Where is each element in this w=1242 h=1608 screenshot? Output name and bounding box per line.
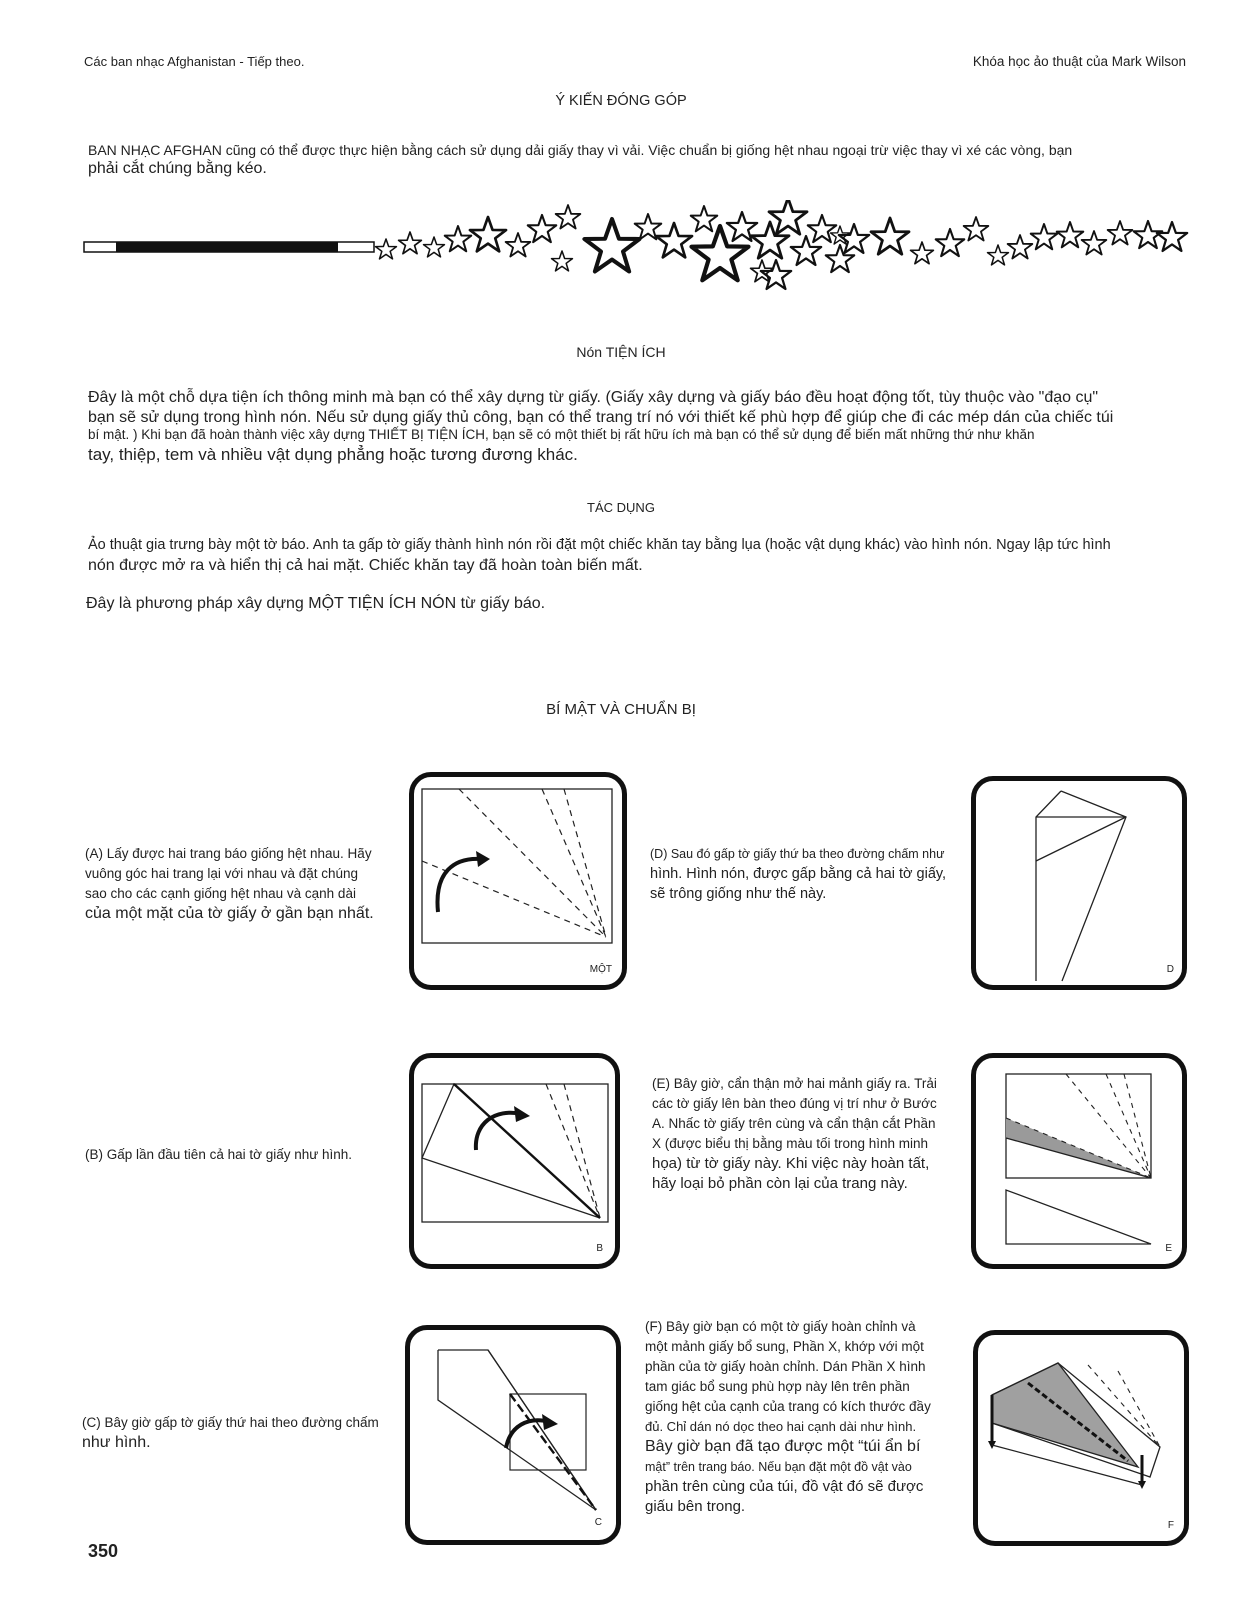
utility-line-4: tay, thiệp, tem và nhiều vật dụng phẳng hoặc tương đương khác. xyxy=(88,445,578,464)
contrib-line-1: BAN NHẠC AFGHAN cũng có thể được thực hiện bằng cách sử dụng dải giấy thay vì vải. Việc chuẩn bị giống hệt nhau ngoại trừ việc thay vì xé các vòng, bạn xyxy=(88,142,1073,158)
step-e-line: A. Nhấc tờ giấy trên cùng và cẩn thận cắt Phần xyxy=(652,1116,936,1131)
utility-line-2: bạn sẽ sử dụng trong hình nón. Nếu sử dụng giấy thủ công, bạn có thể trang trí nó với thiết kế phù hợp để giúp che đi các mép dán của chiếc túi xyxy=(88,409,1114,426)
step-d-line: hình. Hình nón, được gấp bằng cả hai tờ giấy, xyxy=(650,866,947,882)
step-e-line: hãy loại bỏ phần còn lại của trang này. xyxy=(652,1175,908,1192)
utility-title: Nón TIỆN ÍCH xyxy=(576,344,666,360)
step-d-line: (D) Sau đó gấp tờ giấy thứ ba theo đường chấm như xyxy=(650,847,945,861)
figure-a-label: MỘT xyxy=(589,964,612,975)
step-d-caption xyxy=(650,844,960,904)
step-f-line: mật” trên trang báo. Nếu bạn đặt một đồ vật vào xyxy=(645,1460,912,1474)
figure-b-label: B xyxy=(596,1243,603,1254)
step-a-line: vuông góc hai trang lại với nhau và đặt chúng xyxy=(85,866,359,881)
figure-a xyxy=(409,772,627,990)
step-e-caption xyxy=(652,1074,962,1194)
step-a-line: (A) Lấy được hai trang báo giống hệt nhau. Hãy xyxy=(85,846,372,861)
figure-f-label: F xyxy=(1167,1520,1174,1531)
step-f-line: (F) Bây giờ bạn có một tờ giấy hoàn chỉnh và xyxy=(645,1319,916,1334)
step-a-line: sao cho các cạnh giống hệt nhau và cạnh dài xyxy=(85,886,356,901)
figure-d-label: D xyxy=(1166,964,1174,975)
figure-c-label: C xyxy=(594,1517,602,1528)
effect-line-1: Ảo thuật gia trưng bày một tờ báo. Anh ta gấp tờ giấy thành hình nón rồi đặt một chiếc khăn tay bằng lụa (hoặc vật dụng khác) vào hình nón. Ngay lập tức hình xyxy=(88,537,1111,553)
step-f-line: phần của tờ giấy hoàn chỉnh. Dán Phần X hình xyxy=(645,1359,926,1374)
effect-line-3: Đây là phương pháp xây dựng MỘT TIỆN ÍCH NÓN từ giấy báo. xyxy=(86,595,546,612)
step-f-line: Bây giờ bạn đã tạo được một “túi ẩn bí xyxy=(645,1438,921,1455)
step-f-line: đủ. Chỉ dán nó dọc theo hai cạnh dài như hình. xyxy=(645,1419,917,1434)
page-number: 350 xyxy=(88,1541,119,1561)
running-header-left: Các ban nhạc Afghanistan - Tiếp theo. xyxy=(84,54,305,69)
step-e-line: các tờ giấy lên bàn theo đúng vị trí như ở Bước xyxy=(652,1096,937,1111)
step-c-line: (C) Bây giờ gấp tờ giấy thứ hai theo đường chấm xyxy=(82,1415,379,1430)
step-e-line: X (được biểu thị bằng màu tối trong hình minh xyxy=(652,1136,929,1151)
figure-e xyxy=(971,1053,1187,1269)
step-e-line: họa) từ tờ giấy này. Khi việc này hoàn tất, xyxy=(652,1155,930,1172)
step-b-line: (B) Gấp lần đầu tiên cả hai tờ giấy như hình. xyxy=(85,1147,353,1162)
step-c-line: như hình. xyxy=(82,1434,151,1451)
effect-title: TÁC DỤNG xyxy=(587,500,655,515)
step-a-caption xyxy=(85,844,395,924)
step-f-caption xyxy=(645,1317,965,1517)
step-d-line: sẽ trông giống như thế này. xyxy=(650,886,827,902)
step-f-line: một mảnh giấy bổ sung, Phần X, khớp với một xyxy=(645,1339,924,1354)
step-a-line: của một mặt của tờ giấy ở gần bạn nhất. xyxy=(85,905,374,922)
utility-line-3: bí mật. ) Khi bạn đã hoàn thành việc xây dựng THIẾT BỊ TIỆN ÍCH, bạn sẽ có một thiết bị rất hữu ích mà bạn có thể sử dụng để biến mất những thứ như khăn xyxy=(88,427,1035,442)
step-b-caption xyxy=(85,1145,395,1165)
effect-line-2: nón được mở ra và hiển thị cả hai mặt. Chiếc khăn tay đã hoàn toàn biến mất. xyxy=(88,557,643,574)
step-e-line: (E) Bây giờ, cẩn thận mở hai mảnh giấy ra. Trải xyxy=(652,1076,937,1091)
figure-c xyxy=(405,1325,621,1545)
utility-line-1: Đây là một chỗ dựa tiện ích thông minh mà bạn có thể xây dựng từ giấy. (Giấy xây dựng và giấy báo đều hoạt động tốt, tùy thuộc vào "đạo cụ" xyxy=(88,389,1099,406)
contrib-line-2: phải cắt chúng bằng kéo. xyxy=(88,160,267,177)
contrib-title: Ý KIẾN ĐÓNG GÓP xyxy=(555,93,687,109)
step-f-line: giống hệt của cạnh của trang có kích thước đầy xyxy=(645,1399,931,1414)
figure-d xyxy=(971,776,1187,990)
figure-b xyxy=(409,1053,620,1269)
secret-title: BÍ MẬT VÀ CHUẨN BỊ xyxy=(546,701,696,718)
step-c-caption xyxy=(82,1413,392,1453)
step-f-line: phần trên cùng của túi, đồ vật đó sẽ được xyxy=(645,1478,924,1495)
wand-stars-illustration xyxy=(80,200,1200,310)
figure-f xyxy=(973,1330,1189,1546)
step-f-line: giấu bên trong. xyxy=(645,1498,746,1515)
running-header-right: Khóa học ảo thuật của Mark Wilson xyxy=(972,54,1186,69)
step-f-line: tam giác bổ sung phù hợp này lên trên phần xyxy=(645,1379,910,1394)
figure-e-label: E xyxy=(1165,1243,1172,1254)
